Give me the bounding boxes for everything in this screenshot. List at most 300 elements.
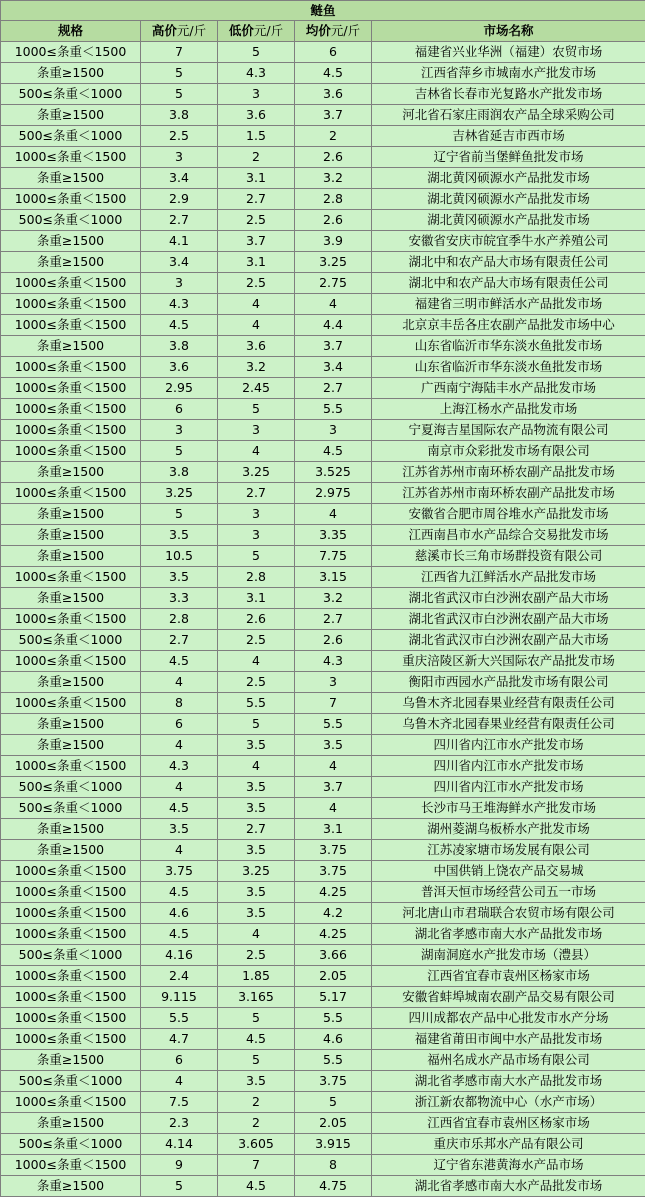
cell-low-price: 5 — [218, 42, 295, 63]
cell-high-price: 4 — [141, 735, 218, 756]
table-row — [1, 609, 645, 630]
cell-spec: 1000≤条重＜1500 — [1, 1008, 141, 1029]
cell-avg-price: 4 — [295, 504, 372, 525]
cell-spec: 1000≤条重＜1500 — [1, 1155, 141, 1176]
cell-market-name: 湖北黄冈硕源水产品批发市场 — [372, 168, 645, 189]
cell-market-name: 湖北中和农产品大市场有限责任公司 — [372, 252, 645, 273]
cell-high-price: 2.4 — [141, 966, 218, 987]
cell-market-name: 湖南洞庭水产批发市场（澧县） — [372, 945, 645, 966]
cell-market-name: 河北省石家庄雨润农产品全球采购公司 — [372, 105, 645, 126]
table-row — [1, 336, 645, 357]
cell-avg-price: 3.35 — [295, 525, 372, 546]
cell-spec: 500≤条重＜1000 — [1, 630, 141, 651]
table-row — [1, 441, 645, 462]
cell-low-price: 5 — [218, 714, 295, 735]
cell-market-name: 湖北省武汉市白沙洲农副产品大市场 — [372, 609, 645, 630]
table-row — [1, 1092, 645, 1113]
cell-spec: 条重≥1500 — [1, 525, 141, 546]
table-row — [1, 273, 645, 294]
cell-high-price: 2.7 — [141, 630, 218, 651]
cell-low-price: 3 — [218, 420, 295, 441]
cell-spec: 500≤条重＜1000 — [1, 84, 141, 105]
table-row — [1, 63, 645, 84]
table-row — [1, 756, 645, 777]
table-row — [1, 231, 645, 252]
cell-market-name: 湖北中和农产品大市场有限责任公司 — [372, 273, 645, 294]
cell-spec: 1000≤条重＜1500 — [1, 567, 141, 588]
cell-high-price: 3.6 — [141, 357, 218, 378]
cell-avg-price: 3.915 — [295, 1134, 372, 1155]
cell-spec: 条重≥1500 — [1, 546, 141, 567]
cell-high-price: 2.5 — [141, 126, 218, 147]
cell-high-price: 3.4 — [141, 168, 218, 189]
cell-market-name: 吉林省长春市光复路水产批发市场 — [372, 84, 645, 105]
table-row — [1, 819, 645, 840]
cell-high-price: 9 — [141, 1155, 218, 1176]
cell-market-name: 福州名成水产品市场有限公司 — [372, 1050, 645, 1071]
cell-market-name: 湖州菱湖乌板桥水产批发市场 — [372, 819, 645, 840]
table-row — [1, 672, 645, 693]
cell-high-price: 4.5 — [141, 924, 218, 945]
table-row — [1, 903, 645, 924]
cell-market-name: 湖北省孝感市南大水产品批发市场 — [372, 1176, 645, 1197]
cell-high-price: 2.95 — [141, 378, 218, 399]
table-row — [1, 966, 645, 987]
cell-market-name: 普洱天恒市场经营公司五一市场 — [372, 882, 645, 903]
cell-high-price: 5 — [141, 63, 218, 84]
cell-market-name: 衡阳市西园水产品批发市场有限公司 — [372, 672, 645, 693]
cell-high-price: 3.5 — [141, 819, 218, 840]
cell-high-price: 4 — [141, 1071, 218, 1092]
cell-low-price: 3.25 — [218, 861, 295, 882]
cell-low-price: 2.8 — [218, 567, 295, 588]
cell-spec: 500≤条重＜1000 — [1, 798, 141, 819]
cell-avg-price: 3.9 — [295, 231, 372, 252]
cell-low-price: 3.165 — [218, 987, 295, 1008]
cell-market-name: 安徽省合肥市周谷堆水产品批发市场 — [372, 504, 645, 525]
cell-high-price: 3 — [141, 147, 218, 168]
table-row — [1, 525, 645, 546]
cell-spec: 条重≥1500 — [1, 1176, 141, 1197]
cell-market-name: 四川省内江市水产批发市场 — [372, 735, 645, 756]
cell-spec: 500≤条重＜1000 — [1, 1134, 141, 1155]
cell-low-price: 2.5 — [218, 273, 295, 294]
cell-high-price: 2.9 — [141, 189, 218, 210]
cell-spec: 1000≤条重＜1500 — [1, 420, 141, 441]
cell-avg-price: 2.6 — [295, 147, 372, 168]
table-row — [1, 105, 645, 126]
cell-market-name: 安徽省安庆市皖宜季牛水产养殖公司 — [372, 231, 645, 252]
cell-market-name: 慈溪市长三角市场群投资有限公司 — [372, 546, 645, 567]
cell-avg-price: 6 — [295, 42, 372, 63]
cell-high-price: 3.8 — [141, 105, 218, 126]
cell-spec: 条重≥1500 — [1, 840, 141, 861]
cell-high-price: 2.3 — [141, 1113, 218, 1134]
cell-low-price: 2.7 — [218, 483, 295, 504]
cell-market-name: 中国供销上饶农产品交易城 — [372, 861, 645, 882]
cell-spec: 1000≤条重＜1500 — [1, 147, 141, 168]
cell-avg-price: 4.6 — [295, 1029, 372, 1050]
cell-spec: 条重≥1500 — [1, 735, 141, 756]
cell-high-price: 4.6 — [141, 903, 218, 924]
cell-low-price: 4 — [218, 315, 295, 336]
cell-low-price: 3.2 — [218, 357, 295, 378]
table-row — [1, 546, 645, 567]
cell-spec: 条重≥1500 — [1, 462, 141, 483]
cell-avg-price: 4.75 — [295, 1176, 372, 1197]
table-row — [1, 693, 645, 714]
cell-high-price: 3.5 — [141, 525, 218, 546]
cell-avg-price: 3.7 — [295, 336, 372, 357]
cell-avg-price: 3.2 — [295, 588, 372, 609]
cell-low-price: 1.5 — [218, 126, 295, 147]
cell-avg-price: 3.6 — [295, 84, 372, 105]
table-row — [1, 840, 645, 861]
cell-low-price: 2.5 — [218, 945, 295, 966]
cell-spec: 条重≥1500 — [1, 714, 141, 735]
cell-market-name: 重庆涪陵区新大兴国际农产品批发市场 — [372, 651, 645, 672]
table-row — [1, 399, 645, 420]
cell-market-name: 长沙市马王堆海鲜水产批发市场 — [372, 798, 645, 819]
table-title: 鲢鱼 — [1, 1, 645, 21]
cell-market-name: 吉林省延吉市西市场 — [372, 126, 645, 147]
cell-avg-price: 3.75 — [295, 861, 372, 882]
cell-spec: 1000≤条重＜1500 — [1, 483, 141, 504]
cell-low-price: 2.5 — [218, 672, 295, 693]
cell-high-price: 4 — [141, 840, 218, 861]
cell-spec: 1000≤条重＜1500 — [1, 399, 141, 420]
cell-high-price: 6 — [141, 1050, 218, 1071]
cell-high-price: 10.5 — [141, 546, 218, 567]
cell-market-name: 湖北省武汉市白沙洲农副产品大市场 — [372, 588, 645, 609]
cell-low-price: 3.5 — [218, 882, 295, 903]
cell-market-name: 四川成都农产品中心批发市水产分场 — [372, 1008, 645, 1029]
cell-avg-price: 4.25 — [295, 882, 372, 903]
cell-market-name: 乌鲁木齐北园春果业经营有限责任公司 — [372, 714, 645, 735]
cell-avg-price: 3.25 — [295, 252, 372, 273]
table-row — [1, 630, 645, 651]
cell-spec: 条重≥1500 — [1, 252, 141, 273]
cell-spec: 1000≤条重＜1500 — [1, 651, 141, 672]
cell-avg-price: 4.3 — [295, 651, 372, 672]
cell-spec: 条重≥1500 — [1, 504, 141, 525]
cell-avg-price: 2 — [295, 126, 372, 147]
cell-low-price: 4 — [218, 651, 295, 672]
cell-low-price: 3.5 — [218, 735, 295, 756]
cell-high-price: 3 — [141, 420, 218, 441]
table-row — [1, 357, 645, 378]
cell-high-price: 2.7 — [141, 210, 218, 231]
cell-avg-price: 7.75 — [295, 546, 372, 567]
cell-avg-price: 5.5 — [295, 714, 372, 735]
table-row — [1, 1008, 645, 1029]
cell-spec: 条重≥1500 — [1, 1113, 141, 1134]
cell-market-name: 浙江新农都物流中心（水产市场） — [372, 1092, 645, 1113]
cell-market-name: 江苏省苏州市南环桥农副产品批发市场 — [372, 462, 645, 483]
cell-avg-price: 3.66 — [295, 945, 372, 966]
cell-market-name: 湖北省武汉市白沙洲农副产品大市场 — [372, 630, 645, 651]
cell-market-name: 安徽省蚌埠城南农副产品交易有限公司 — [372, 987, 645, 1008]
cell-high-price: 4.14 — [141, 1134, 218, 1155]
cell-high-price: 5 — [141, 504, 218, 525]
cell-spec: 500≤条重＜1000 — [1, 126, 141, 147]
cell-spec: 1000≤条重＜1500 — [1, 42, 141, 63]
table-row — [1, 210, 645, 231]
header-spec: 规格 — [1, 21, 141, 42]
cell-avg-price: 4 — [295, 756, 372, 777]
cell-market-name: 乌鲁木齐北园春果业经营有限责任公司 — [372, 693, 645, 714]
cell-high-price: 3.5 — [141, 567, 218, 588]
cell-high-price: 5 — [141, 84, 218, 105]
cell-low-price: 2.5 — [218, 630, 295, 651]
cell-high-price: 4.7 — [141, 1029, 218, 1050]
table-row — [1, 567, 645, 588]
cell-avg-price: 5.17 — [295, 987, 372, 1008]
cell-low-price: 2.6 — [218, 609, 295, 630]
cell-avg-price: 2.05 — [295, 1113, 372, 1134]
cell-low-price: 3.1 — [218, 168, 295, 189]
table-row — [1, 42, 645, 63]
table-row — [1, 315, 645, 336]
cell-high-price: 6 — [141, 714, 218, 735]
cell-spec: 1000≤条重＜1500 — [1, 924, 141, 945]
table-row — [1, 483, 645, 504]
cell-avg-price: 3 — [295, 672, 372, 693]
cell-spec: 条重≥1500 — [1, 63, 141, 84]
table-row — [1, 798, 645, 819]
cell-high-price: 4 — [141, 777, 218, 798]
cell-high-price: 9.115 — [141, 987, 218, 1008]
cell-spec: 1000≤条重＜1500 — [1, 1092, 141, 1113]
cell-low-price: 3.5 — [218, 903, 295, 924]
table-row — [1, 147, 645, 168]
cell-market-name: 江西省宜春市袁州区杨家市场 — [372, 966, 645, 987]
cell-low-price: 2.7 — [218, 189, 295, 210]
cell-spec: 1000≤条重＜1500 — [1, 378, 141, 399]
cell-high-price: 4.1 — [141, 231, 218, 252]
cell-low-price: 3 — [218, 504, 295, 525]
cell-low-price: 3.6 — [218, 336, 295, 357]
cell-high-price: 3.8 — [141, 336, 218, 357]
cell-low-price: 5 — [218, 546, 295, 567]
cell-high-price: 6 — [141, 399, 218, 420]
cell-spec: 1000≤条重＜1500 — [1, 189, 141, 210]
cell-spec: 条重≥1500 — [1, 819, 141, 840]
cell-low-price: 4 — [218, 756, 295, 777]
table-row — [1, 714, 645, 735]
cell-low-price: 3.1 — [218, 588, 295, 609]
cell-market-name: 湖北黄冈硕源水产品批发市场 — [372, 189, 645, 210]
table-row — [1, 189, 645, 210]
cell-high-price: 4 — [141, 672, 218, 693]
cell-market-name: 山东省临沂市华东淡水鱼批发市场 — [372, 336, 645, 357]
table-row — [1, 588, 645, 609]
cell-spec: 1000≤条重＜1500 — [1, 273, 141, 294]
cell-low-price: 4.5 — [218, 1029, 295, 1050]
cell-high-price: 4.5 — [141, 315, 218, 336]
table-row — [1, 1134, 645, 1155]
cell-spec: 500≤条重＜1000 — [1, 945, 141, 966]
cell-spec: 500≤条重＜1000 — [1, 1071, 141, 1092]
cell-spec: 条重≥1500 — [1, 168, 141, 189]
cell-avg-price: 3.7 — [295, 105, 372, 126]
cell-market-name: 宁夏海吉星国际农产品物流有限公司 — [372, 420, 645, 441]
cell-avg-price: 2.7 — [295, 378, 372, 399]
cell-market-name: 北京京丰岳各庄农副产品批发市场中心 — [372, 315, 645, 336]
cell-low-price: 7 — [218, 1155, 295, 1176]
cell-avg-price: 4.25 — [295, 924, 372, 945]
cell-spec: 条重≥1500 — [1, 231, 141, 252]
cell-low-price: 5 — [218, 1050, 295, 1071]
cell-market-name: 福建省兴业华洲（福建）农贸市场 — [372, 42, 645, 63]
cell-high-price: 3.25 — [141, 483, 218, 504]
cell-avg-price: 2.05 — [295, 966, 372, 987]
cell-market-name: 福建省三明市鲜活水产品批发市场 — [372, 294, 645, 315]
cell-spec: 500≤条重＜1000 — [1, 210, 141, 231]
cell-low-price: 3.5 — [218, 840, 295, 861]
cell-high-price: 4.5 — [141, 798, 218, 819]
cell-market-name: 江西南昌市水产品综合交易批发市场 — [372, 525, 645, 546]
table-row — [1, 987, 645, 1008]
cell-high-price: 7.5 — [141, 1092, 218, 1113]
cell-high-price: 5.5 — [141, 1008, 218, 1029]
cell-avg-price: 3.1 — [295, 819, 372, 840]
cell-market-name: 辽宁省东港黄海水产品市场 — [372, 1155, 645, 1176]
table-row — [1, 1029, 645, 1050]
cell-low-price: 3.605 — [218, 1134, 295, 1155]
table-row — [1, 1071, 645, 1092]
cell-low-price: 2 — [218, 1113, 295, 1134]
cell-spec: 条重≥1500 — [1, 672, 141, 693]
cell-avg-price: 3.75 — [295, 1071, 372, 1092]
cell-high-price: 3.3 — [141, 588, 218, 609]
cell-high-price: 3.8 — [141, 462, 218, 483]
cell-spec: 1000≤条重＜1500 — [1, 861, 141, 882]
cell-low-price: 3.1 — [218, 252, 295, 273]
table-row — [1, 420, 645, 441]
cell-market-name: 江西省萍乡市城南水产批发市场 — [372, 63, 645, 84]
cell-avg-price: 4 — [295, 798, 372, 819]
cell-high-price: 7 — [141, 42, 218, 63]
cell-avg-price: 3.525 — [295, 462, 372, 483]
table-row — [1, 378, 645, 399]
cell-low-price: 4.5 — [218, 1176, 295, 1197]
cell-spec: 1000≤条重＜1500 — [1, 756, 141, 777]
cell-market-name: 福建省莆田市闽中水产品批发市场 — [372, 1029, 645, 1050]
header-high: 高价元/斤 — [141, 21, 218, 42]
cell-avg-price: 5 — [295, 1092, 372, 1113]
table-row — [1, 84, 645, 105]
cell-avg-price: 5.5 — [295, 1050, 372, 1071]
cell-market-name: 四川省内江市水产批发市场 — [372, 756, 645, 777]
header-avg: 均价元/斤 — [295, 21, 372, 42]
cell-high-price: 5 — [141, 1176, 218, 1197]
cell-low-price: 3.25 — [218, 462, 295, 483]
cell-high-price: 3 — [141, 273, 218, 294]
cell-avg-price: 2.7 — [295, 609, 372, 630]
cell-spec: 1000≤条重＜1500 — [1, 693, 141, 714]
cell-low-price: 4 — [218, 441, 295, 462]
cell-avg-price: 4.4 — [295, 315, 372, 336]
cell-market-name: 重庆市乐邦水产品有限公司 — [372, 1134, 645, 1155]
cell-high-price: 3.75 — [141, 861, 218, 882]
table-row — [1, 462, 645, 483]
cell-spec: 条重≥1500 — [1, 336, 141, 357]
cell-low-price: 3.5 — [218, 777, 295, 798]
cell-market-name: 江苏凌家塘市场发展有限公司 — [372, 840, 645, 861]
cell-avg-price: 3.4 — [295, 357, 372, 378]
cell-high-price: 4.5 — [141, 651, 218, 672]
table-row — [1, 1176, 645, 1197]
cell-market-name: 江苏省苏州市南环桥农副产品批发市场 — [372, 483, 645, 504]
table-row — [1, 945, 645, 966]
cell-spec: 1000≤条重＜1500 — [1, 966, 141, 987]
cell-low-price: 2 — [218, 1092, 295, 1113]
cell-low-price: 4 — [218, 294, 295, 315]
cell-avg-price: 3.7 — [295, 777, 372, 798]
cell-avg-price: 5.5 — [295, 1008, 372, 1029]
cell-market-name: 河北唐山市君瑞联合农贸市场有限公司 — [372, 903, 645, 924]
table-row — [1, 168, 645, 189]
table-row — [1, 1113, 645, 1134]
table-row — [1, 126, 645, 147]
cell-low-price: 5 — [218, 1008, 295, 1029]
cell-avg-price: 4 — [295, 294, 372, 315]
cell-avg-price: 2.75 — [295, 273, 372, 294]
cell-avg-price: 7 — [295, 693, 372, 714]
table-row — [1, 861, 645, 882]
cell-spec: 1000≤条重＜1500 — [1, 357, 141, 378]
table-row — [1, 1155, 645, 1176]
cell-low-price: 3 — [218, 525, 295, 546]
cell-avg-price: 8 — [295, 1155, 372, 1176]
cell-avg-price: 4.5 — [295, 441, 372, 462]
cell-market-name: 南京市众彩批发市场有限公司 — [372, 441, 645, 462]
cell-low-price: 5.5 — [218, 693, 295, 714]
cell-low-price: 2.7 — [218, 819, 295, 840]
cell-market-name: 江西省九江鲜活水产品批发市场 — [372, 567, 645, 588]
cell-low-price: 3 — [218, 84, 295, 105]
cell-low-price: 1.85 — [218, 966, 295, 987]
table-body — [1, 42, 645, 1197]
cell-spec: 1000≤条重＜1500 — [1, 903, 141, 924]
cell-high-price: 4.5 — [141, 882, 218, 903]
cell-avg-price: 2.975 — [295, 483, 372, 504]
cell-market-name: 湖北省孝感市南大水产品批发市场 — [372, 924, 645, 945]
cell-high-price: 4.3 — [141, 294, 218, 315]
cell-low-price: 2.45 — [218, 378, 295, 399]
cell-high-price: 3.4 — [141, 252, 218, 273]
cell-spec: 1000≤条重＜1500 — [1, 1029, 141, 1050]
cell-avg-price: 2.6 — [295, 630, 372, 651]
cell-market-name: 湖北省孝感市南大水产品批发市场 — [372, 1071, 645, 1092]
cell-low-price: 5 — [218, 399, 295, 420]
table-row — [1, 735, 645, 756]
cell-market-name: 上海江杨水产品批发市场 — [372, 399, 645, 420]
cell-avg-price: 3.2 — [295, 168, 372, 189]
cell-high-price: 2.8 — [141, 609, 218, 630]
cell-avg-price: 4.5 — [295, 63, 372, 84]
cell-high-price: 4.16 — [141, 945, 218, 966]
cell-spec: 条重≥1500 — [1, 105, 141, 126]
cell-high-price: 8 — [141, 693, 218, 714]
cell-high-price: 5 — [141, 441, 218, 462]
table-row — [1, 651, 645, 672]
cell-low-price: 4.3 — [218, 63, 295, 84]
cell-spec: 1000≤条重＜1500 — [1, 441, 141, 462]
cell-spec: 1000≤条重＜1500 — [1, 315, 141, 336]
cell-low-price: 4 — [218, 924, 295, 945]
